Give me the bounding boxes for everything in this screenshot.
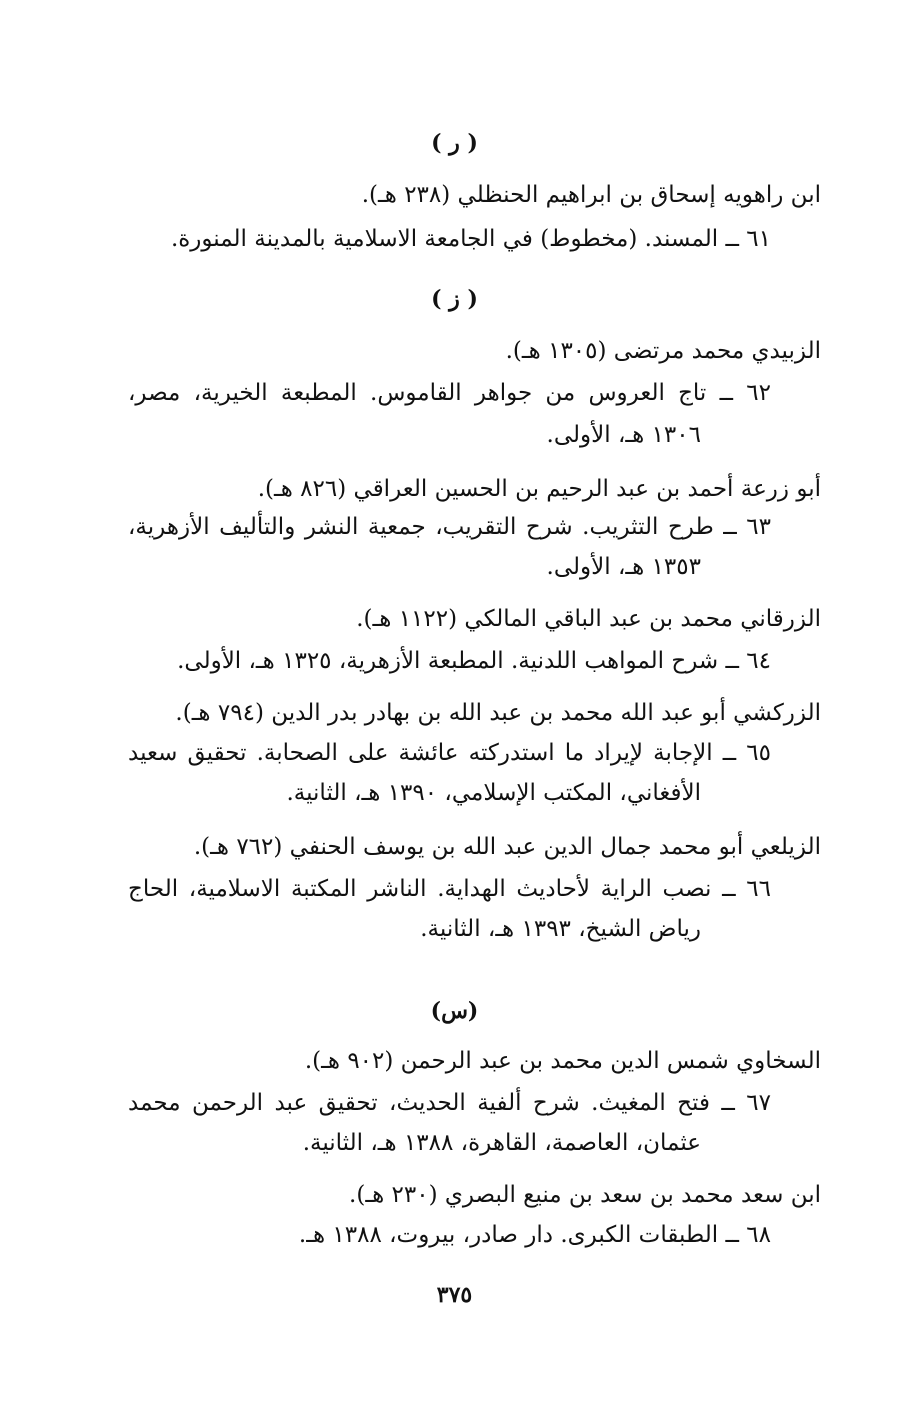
section-heading-zay: ( ز ) <box>431 286 478 312</box>
entry-68: ٦٨ ــ الطبقات الكبرى. دار صادر، بيروت، ١٣٨٨ هـ. <box>298 1222 771 1248</box>
author-zaylai: الزيلعي أبو محمد جمال الدين عبد الله بن يوسف الحنفي (٧٦٢ هـ). <box>193 834 821 860</box>
author-sakhawi: السخاوي شمس الدين محمد بن عبد الرحمن (٩٠٢ هـ). <box>304 1048 821 1074</box>
entry-67-continuation: عثمان، العاصمة، القاهرة، ١٣٨٨ هـ، الثانية. <box>302 1130 701 1156</box>
entry-65-continuation: الأفغاني، المكتب الإسلامي، ١٣٩٠ هـ، الثانية. <box>286 780 701 806</box>
entry-63-continuation: ١٣٥٣ هـ، الأولى. <box>546 554 701 580</box>
author-zurqani: الزرقاني محمد بن عبد الباقي المالكي (١١٢٢ هـ). <box>356 606 821 632</box>
page-number: ٣٧٥ <box>436 1282 473 1308</box>
author-abu-zura: أبو زرعة أحمد بن عبد الرحيم بن الحسين العراقي (٨٢٦ هـ). <box>257 476 821 502</box>
entry-61: ٦١ ــ المسند. (مخطوط) في الجامعة الاسلامية بالمدينة المنورة. <box>170 226 771 252</box>
author-ibn-rahawayh: ابن راهويه إسحاق بن ابراهيم الحنظلي (٢٣٨ هـ). <box>361 182 821 208</box>
entry-66-continuation: رياض الشيخ، ١٣٩٣ هـ، الثانية. <box>420 916 701 942</box>
author-zarkashi: الزركشي أبو عبد الله محمد بن عبد الله بن بهادر بدر الدين (٧٩٤ هـ). <box>175 700 821 726</box>
entry-63: ٦٣ ــ طرح التثريب. شرح التقريب، جمعية النشر والتأليف الأزهرية، <box>128 514 771 540</box>
entry-67: ٦٧ ــ فتح المغيث. شرح ألفية الحديث، تحقيق عبد الرحمن محمد <box>128 1090 771 1116</box>
entry-64: ٦٤ ــ شرح المواهب اللدنية. المطبعة الأزهرية، ١٣٢٥ هـ، الأولى. <box>177 648 771 674</box>
entry-66: ٦٦ ــ نصب الراية لأحاديث الهداية. الناشر المكتبة الاسلامية، الحاج <box>128 876 771 902</box>
author-ibn-sad: ابن سعد محمد بن سعد بن منيع البصري (٢٣٠ هـ). <box>349 1182 821 1208</box>
section-heading-ra: ( ر ) <box>431 130 478 156</box>
entry-62-continuation: ١٣٠٦ هـ، الأولى. <box>546 422 701 448</box>
entry-62: ٦٢ ــ تاج العروس من جواهر القاموس. المطبعة الخيرية، مصر، <box>128 380 771 406</box>
section-heading-sin: (س) <box>430 998 479 1024</box>
entry-65: ٦٥ ــ الإجابة لإيراد ما استدركته عائشة على الصحابة. تحقيق سعيد <box>128 740 771 766</box>
author-zabidi: الزبيدي محمد مرتضى (١٣٠٥ هـ). <box>505 338 821 364</box>
